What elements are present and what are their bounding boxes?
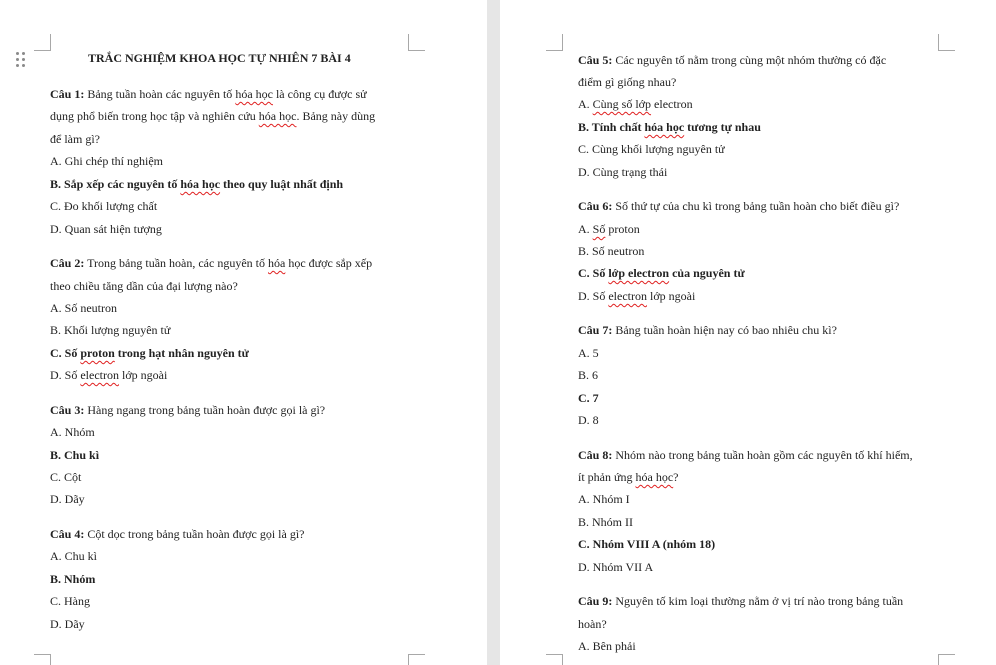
text: dụng phổ biến trong học tập và nghiên cứu	[50, 109, 259, 123]
spellcheck-word[interactable]: Cùng số lớp	[592, 97, 652, 111]
q6-option-c-answer	[578, 265, 745, 281]
q2-option-a: A. Số neutron	[50, 301, 117, 315]
q7-option-a: A. 5	[578, 346, 599, 360]
text: Số thứ tự của chu kì trong bảng tuần hoàn cho biết điều gì?	[612, 199, 900, 213]
drag-handle-icon[interactable]	[16, 52, 26, 68]
question-9-line-1	[578, 593, 903, 609]
document-title: TRẮC NGHIỆM KHOA HỌC TỰ NHIÊN 7 BÀI 4	[88, 51, 351, 65]
q5-option-d: D. Cùng trạng thái	[578, 165, 668, 179]
text: ít phản ứng	[578, 470, 636, 484]
q3-option-c: C. Cột	[50, 470, 82, 484]
q4-option-d: D. Dãy	[50, 617, 85, 631]
q5-option-b-answer	[578, 119, 761, 135]
text: C. Số	[50, 346, 81, 360]
document-page-left	[0, 0, 487, 665]
question-3	[50, 402, 325, 418]
spellcheck-word[interactable]: lớp electron	[608, 266, 670, 280]
q1-option-b-answer	[50, 176, 343, 192]
text: Nguyên tố kim loại thường nằm ở vị trí nào trong bảng tuần	[612, 594, 904, 608]
q3-option-b-answer: B. Chu kì	[50, 448, 100, 462]
spellcheck-word[interactable]: hóa học	[235, 87, 273, 101]
question-8-line-2	[578, 469, 678, 485]
q2-option-b: B. Khối lượng nguyên tử	[50, 323, 171, 337]
text: của nguyên tử	[669, 266, 745, 280]
q6-option-b: B. Số neutron	[578, 244, 645, 258]
text: ?	[673, 470, 679, 484]
q3-option-a: A. Nhóm	[50, 425, 95, 439]
crop-mark-bottom-left	[546, 654, 563, 665]
spellcheck-word[interactable]: hóa	[267, 256, 286, 270]
question-5-line-1	[578, 52, 886, 68]
text: A.	[578, 222, 593, 236]
q7-option-d: D. 8	[578, 413, 599, 427]
question-label: Câu 9:	[578, 594, 613, 608]
text: . Bảng này dùng	[296, 109, 376, 123]
question-label: Câu 8:	[578, 448, 613, 462]
q5-option-a	[578, 96, 693, 112]
crop-mark-top-left	[34, 34, 51, 51]
question-8-line-1	[578, 447, 913, 463]
spellcheck-word[interactable]: proton	[80, 346, 115, 360]
q9-option-a: A. Bên phải	[578, 639, 636, 653]
crop-mark-bottom-right	[938, 654, 955, 665]
text: Cột dọc trong bảng tuần hoàn được gọi là gì?	[84, 527, 305, 541]
question-1-line-3: để làm gì?	[50, 132, 100, 146]
crop-mark-top-left	[546, 34, 563, 51]
q4-option-b-answer: B. Nhóm	[50, 572, 96, 586]
text: là công cụ được sử	[272, 87, 367, 101]
text: trong hạt nhân nguyên tử	[114, 346, 249, 360]
text: Bảng tuần hoàn các nguyên tố	[84, 87, 236, 101]
q2-option-c-answer	[50, 345, 249, 361]
question-2-line-2: theo chiều tăng dần của đại lượng nào?	[50, 279, 238, 293]
text: theo quy luật nhất định	[220, 177, 344, 191]
spellcheck-word[interactable]: hóa học	[635, 470, 674, 484]
question-2-line-1	[50, 255, 372, 271]
q7-option-c-answer: C. 7	[578, 391, 599, 405]
text: D. Số	[50, 368, 81, 382]
text: Nhóm nào trong bảng tuần hoàn gồm các nguyên tố khí hiếm,	[612, 448, 913, 462]
spellcheck-word[interactable]: hóa học	[644, 120, 685, 134]
question-label: Câu 4:	[50, 527, 85, 541]
spellcheck-word[interactable]: Số	[592, 222, 606, 236]
document-page-right	[500, 0, 996, 665]
spellcheck-word[interactable]: hóa học	[180, 177, 221, 191]
crop-mark-bottom-left	[34, 654, 51, 665]
text: proton	[605, 222, 640, 236]
q2-option-d	[50, 367, 167, 383]
text: B. Sắp xếp các nguyên tố	[50, 177, 181, 191]
text: Các nguyên tố nằm trong cùng một nhóm thường có đặc	[612, 53, 887, 67]
text: B. Tính chất	[578, 120, 645, 134]
spellcheck-word[interactable]: electron	[80, 368, 119, 382]
question-label: Câu 7:	[578, 323, 613, 337]
crop-mark-bottom-right	[408, 654, 425, 665]
q6-option-a	[578, 221, 640, 237]
question-label: Câu 5:	[578, 53, 613, 67]
text: lớp ngoài	[119, 368, 168, 382]
q8-option-d: D. Nhóm VII A	[578, 560, 654, 574]
text: Hàng ngang trong bảng tuần hoàn được gọi là gì?	[84, 403, 326, 417]
question-label: Câu 1:	[50, 87, 85, 101]
q1-option-d: D. Quan sát hiện tượng	[50, 222, 162, 236]
crop-mark-top-right	[938, 34, 955, 51]
question-label: Câu 6:	[578, 199, 613, 213]
text: Trong bảng tuần hoàn, các nguyên tố	[84, 256, 268, 270]
question-label: Câu 3:	[50, 403, 85, 417]
question-4	[50, 526, 304, 542]
q5-option-c: C. Cùng khối lượng nguyên tử	[578, 142, 725, 156]
question-1-line-1	[50, 86, 367, 102]
q8-option-a: A. Nhóm I	[578, 492, 630, 506]
q3-option-d: D. Dãy	[50, 492, 85, 506]
text: electron	[651, 97, 693, 111]
question-1-line-2	[50, 108, 375, 124]
text: C. Số	[578, 266, 609, 280]
text: D. Số	[578, 289, 609, 303]
q8-option-b: B. Nhóm II	[578, 515, 633, 529]
q7-option-b: B. 6	[578, 368, 599, 382]
page-gutter	[487, 0, 500, 665]
spellcheck-word[interactable]: electron	[608, 289, 647, 303]
text: A.	[578, 97, 593, 111]
q4-option-a: A. Chu kì	[50, 549, 98, 563]
question-7	[578, 322, 837, 338]
text: lớp ngoài	[647, 289, 696, 303]
text: Bảng tuần hoàn hiện nay có bao nhiêu chu kì?	[612, 323, 837, 337]
text: học được sắp xếp	[285, 256, 373, 270]
question-9-line-2: hoàn?	[578, 617, 607, 631]
text: tương tự nhau	[684, 120, 761, 134]
q8-option-c-answer: C. Nhóm VIII A (nhóm 18)	[578, 537, 716, 551]
q1-option-a: A. Ghi chép thí nghiệm	[50, 154, 163, 168]
question-label: Câu 2:	[50, 256, 85, 270]
q1-option-c: C. Đo khối lượng chất	[50, 199, 158, 213]
question-6	[578, 198, 899, 214]
spellcheck-word[interactable]: hóa học	[258, 109, 297, 123]
q4-option-c: C. Hàng	[50, 594, 90, 608]
crop-mark-top-right	[408, 34, 425, 51]
q6-option-d	[578, 288, 695, 304]
question-5-line-2: điểm gì giống nhau?	[578, 75, 677, 89]
